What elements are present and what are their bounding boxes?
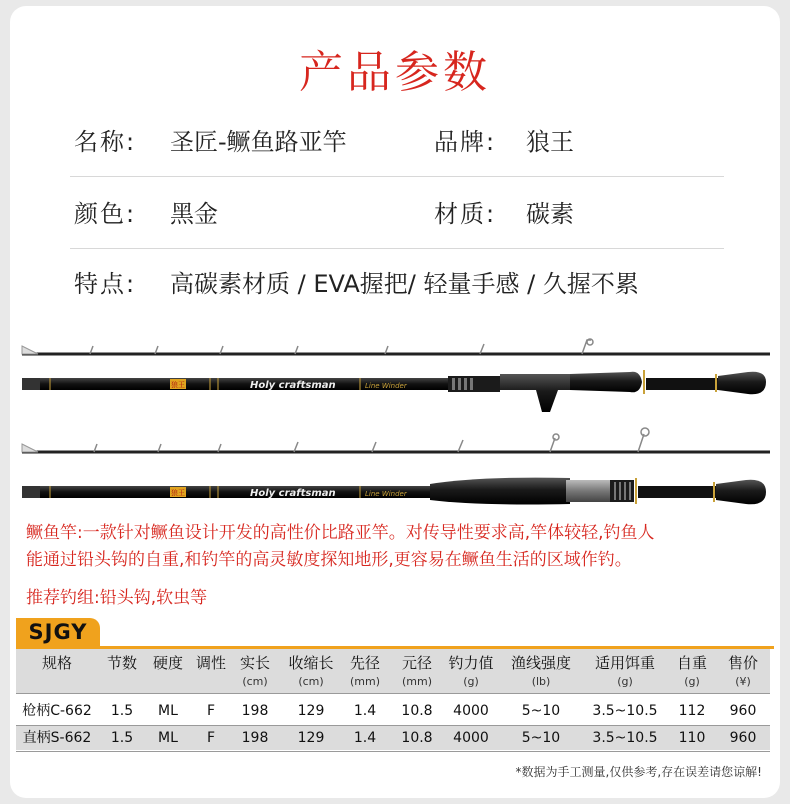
rod1-tip-section <box>22 339 770 354</box>
rod-illustration <box>10 334 780 514</box>
page-title: 产品参数 <box>299 47 491 98</box>
info-divider <box>70 248 724 249</box>
sku-tag: SJGY <box>16 618 100 646</box>
color-value: 黑金 <box>170 200 218 228</box>
feature-value: 高碳素材质 / EVA握把/ 轻量手感 / 久握不累 <box>170 270 639 298</box>
header-cell: 适用饵重 (g) <box>594 654 655 688</box>
info-row-name <box>70 122 730 162</box>
header-cell: 元径 (mm) <box>401 654 432 688</box>
header-cell: 实长 (cm) <box>239 654 270 688</box>
product-spec-card <box>10 6 780 798</box>
rod1-brand-label: Holy craftsman <box>250 380 336 391</box>
name-value: 圣匠-鳜鱼路亚竿 <box>170 128 347 156</box>
rod1-butt-section <box>22 370 766 412</box>
rod2-butt-section <box>22 478 766 505</box>
table-row: 直柄S-662 1.5 ML F 198 129 1.4 10.8 4000 5~10 3.5~10.5 110 960 <box>16 726 770 750</box>
rod2-brand-label: Holy craftsman <box>250 488 336 499</box>
product-description <box>26 520 772 574</box>
brand-value: 狼王 <box>526 128 574 156</box>
header-cell: 先径 (mm) <box>349 654 380 688</box>
measurement-note: *数据为手工测量,仅供参考,存在误差请您谅解! <box>515 765 762 779</box>
rod2-tip-section <box>22 428 770 452</box>
description-line: 鳜鱼竿:一款针对鳜鱼设计开发的高性价比路亚竿。对传导性要求高,竿体较轻,钓鱼人 <box>26 523 655 543</box>
spec-table-header <box>16 649 770 693</box>
table-row: 枪柄C-662 1.5 ML F 198 129 1.4 10.8 4000 5~10 3.5~10.5 112 960 <box>22 703 757 719</box>
header-cell: 规格 <box>41 654 72 672</box>
material-value: 碳素 <box>526 200 574 228</box>
color-label: 颜色: <box>74 200 137 228</box>
info-row-feature <box>70 264 730 304</box>
rod2-badge: 狼王 <box>171 489 185 497</box>
name-label: 名称: <box>74 128 137 156</box>
description-line: 能通过铅头钩的自重,和钓竿的高灵敏度探知地形,更容易在鳜鱼生活的区域作钓。 <box>26 550 632 570</box>
rod1-signature: Line Winder <box>365 382 407 390</box>
header-cell: 收缩长 (cm) <box>288 654 334 688</box>
brand-label: 品牌: <box>434 128 497 156</box>
info-divider <box>70 176 724 177</box>
header-cell: 自重 (g) <box>676 654 707 688</box>
feature-label: 特点: <box>74 270 137 298</box>
header-cell: 调性 <box>195 654 226 672</box>
table-divider <box>16 693 770 694</box>
header-cell: 硬度 <box>152 654 183 672</box>
info-row-color <box>70 194 730 234</box>
header-cell: 售价 (¥) <box>727 654 758 688</box>
table-divider <box>16 751 770 752</box>
recommended-rig: 推荐钓组:铅头钩,软虫等 <box>26 588 208 608</box>
header-cell: 钓力值 (g) <box>448 654 494 688</box>
material-label: 材质: <box>434 200 497 228</box>
header-cell: 渔线强度 (lb) <box>510 654 571 688</box>
rod1-badge: 狼王 <box>171 381 185 389</box>
header-cell: 节数 <box>106 654 137 672</box>
rod2-signature: Line Winder <box>365 490 407 498</box>
